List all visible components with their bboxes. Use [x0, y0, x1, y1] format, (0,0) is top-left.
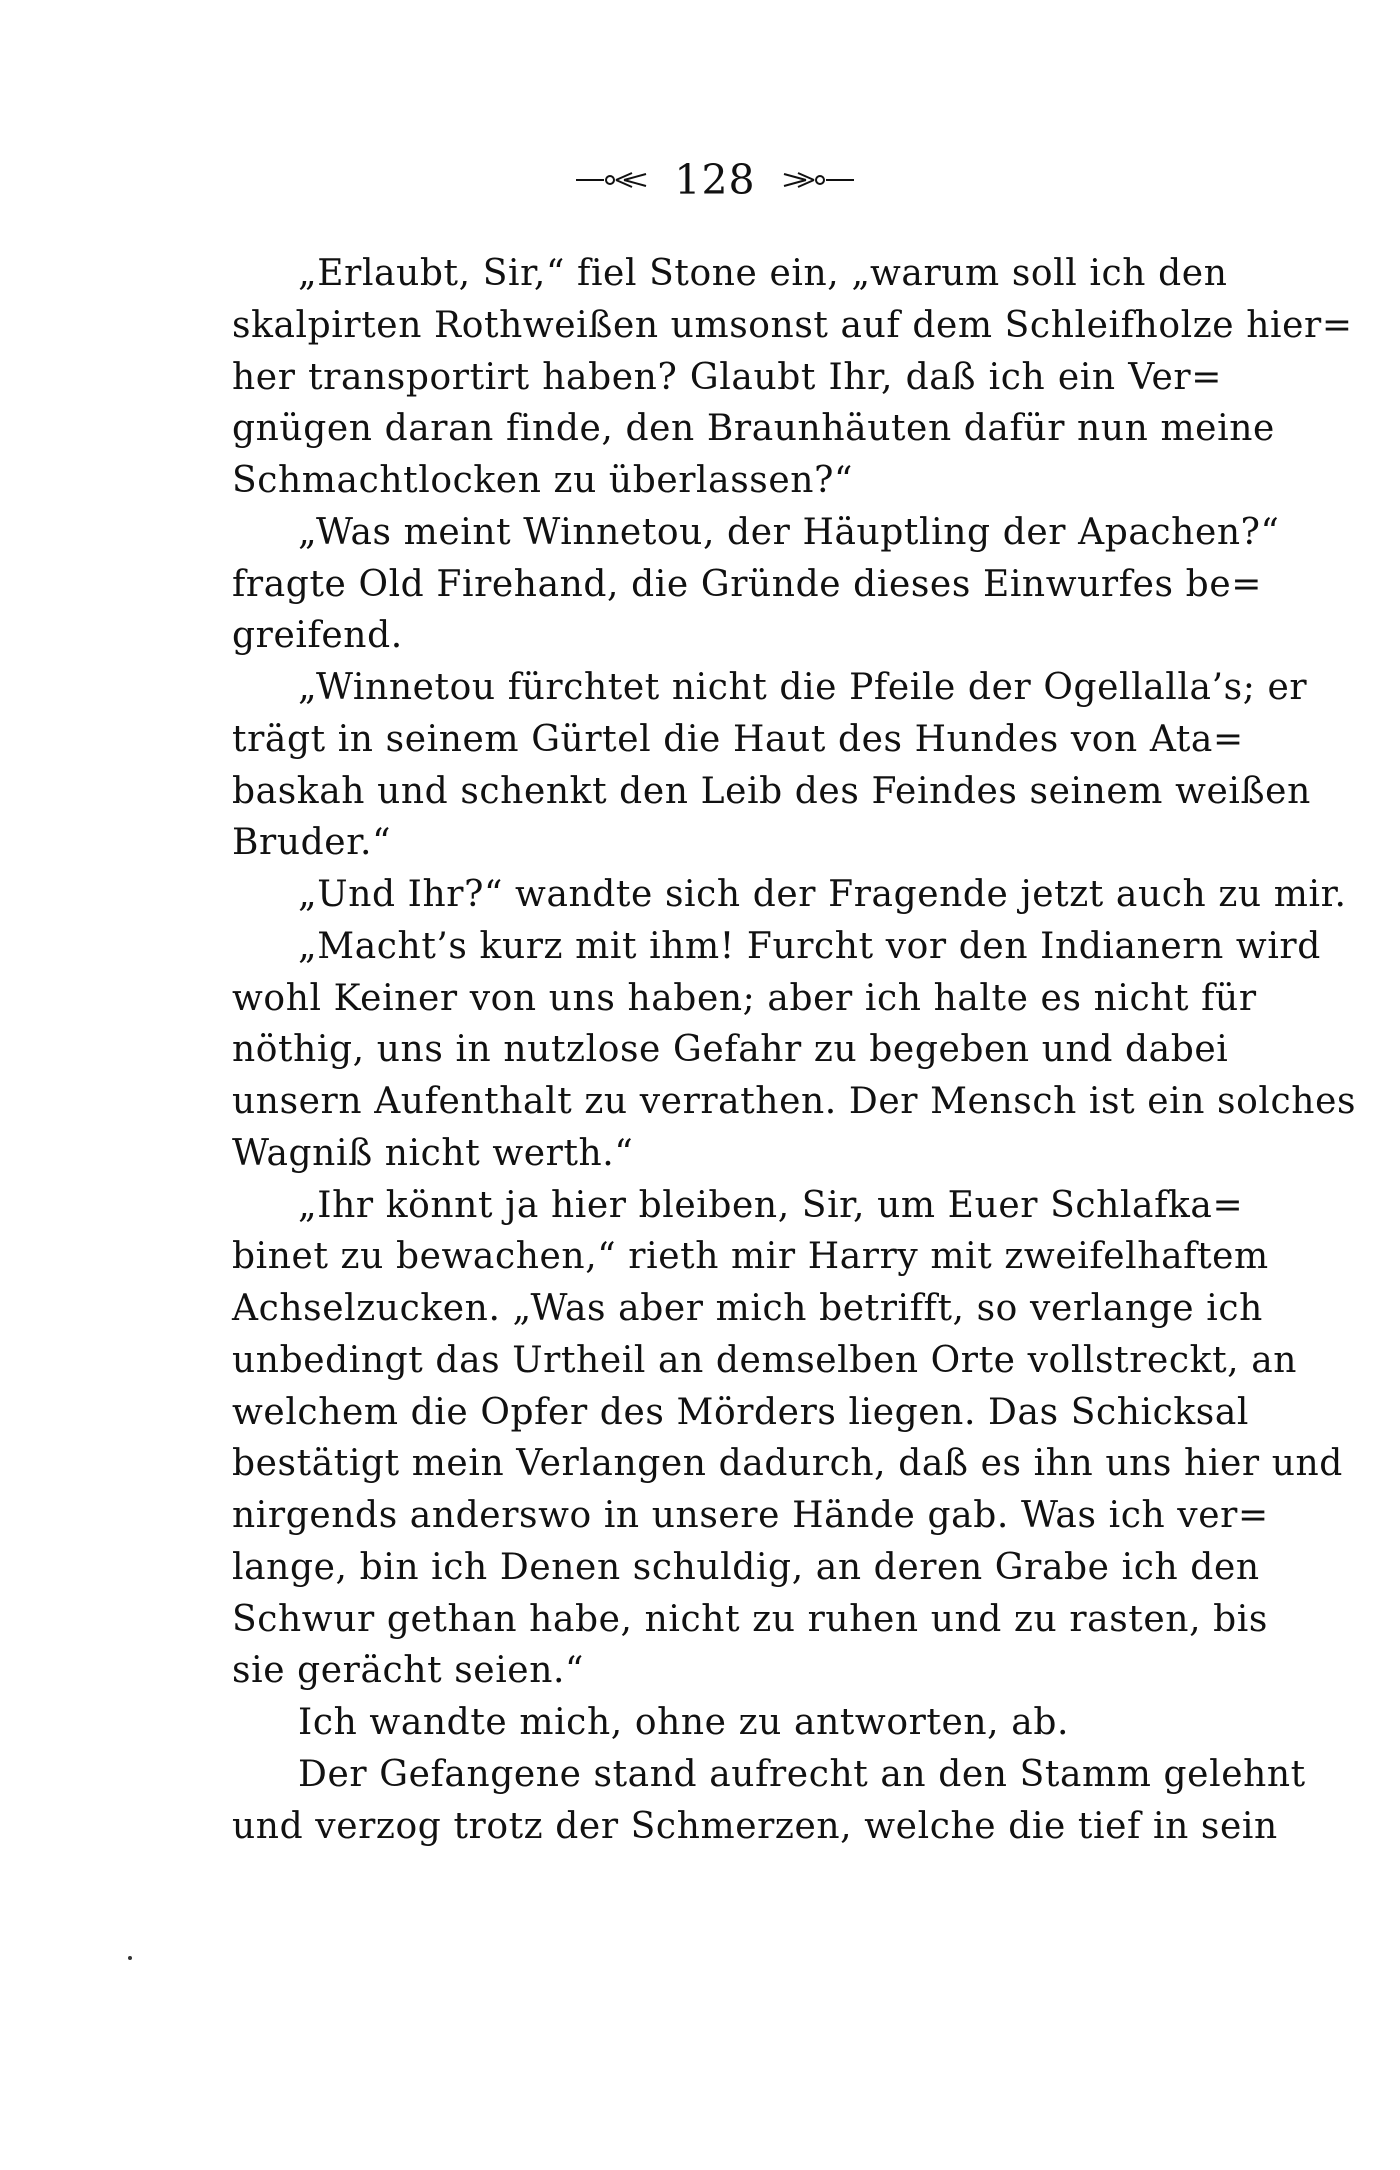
page-number: 128 [674, 156, 756, 204]
body-text [232, 248, 1357, 1852]
text-line: „Und Ihr?“ wandte sich der Fragende jetzt auch zu mir. [298, 874, 1347, 915]
text-line: sie gerächt seien.“ [232, 1650, 585, 1692]
text-line: Achselzucken. „Was aber mich betrifft, so verlange ich [232, 1288, 1263, 1329]
left-ornament-icon [574, 170, 654, 190]
text-line: baskah und schenkt den Leib des Feindes seinem weißen [232, 770, 1311, 812]
text-line: „Erlaubt, Sir,“ fiel Stone ein, „warum soll ich den [298, 253, 1228, 294]
text-line: nöthig, uns in nutzlose Gefahr zu begeben und dabei [232, 1029, 1229, 1071]
right-ornament-icon [776, 170, 856, 190]
text-line: fragte Old Firehand, die Gründe dieses Einwurfes be= [232, 563, 1262, 605]
text-line: „Macht’s kurz mit ihm! Furcht vor den Indianern wird [298, 925, 1321, 967]
text-line: Schwur gethan habe, nicht zu ruhen und zu rasten, bis [232, 1598, 1268, 1640]
text-line: welchem die Opfer des Mörders liegen. Das Schicksal [232, 1391, 1250, 1433]
text-line: „Winnetou fürchtet nicht die Pfeile der Ogellalla’s; er [298, 667, 1308, 708]
text-line: nirgends anderswo in unsere Hände gab. Was ich ver= [232, 1495, 1269, 1536]
text-line: Bruder.“ [232, 822, 392, 864]
text-line: Wagniß nicht werth.“ [232, 1132, 634, 1174]
text-line: unbedingt das Urtheil an demselben Orte vollstreckt, an [232, 1339, 1298, 1381]
text-line: und verzog trotz der Schmerzen, welche die tief in sein [232, 1805, 1278, 1847]
text-line: wohl Keiner von uns haben; aber ich halte es nicht für [232, 977, 1257, 1019]
text-line: unsern Aufenthalt zu verrathen. Der Mensch ist ein solches [232, 1081, 1357, 1122]
text-line: bestätigt mein Verlangen dadurch, daß es ihn uns hier und [232, 1443, 1343, 1485]
text-line: skalpirten Rothweißen umsonst auf dem Schleifholze hier= [232, 304, 1353, 346]
page-header [570, 150, 860, 210]
text-line: greifend. [232, 615, 403, 657]
text-line: gnügen daran finde, den Braunhäuten dafür nun meine [232, 408, 1275, 450]
text-line: her transportirt haben? Glaubt Ihr, daß ich ein Ver= [232, 356, 1222, 398]
page-speck [128, 1956, 132, 1960]
text-line: „Was meint Winnetou, der Häuptling der Apachen?“ [298, 511, 1280, 553]
text-line: Schmachtlocken zu überlassen?“ [232, 460, 853, 501]
text-line: Ich wandte mich, ohne zu antworten, ab. [298, 1702, 1070, 1743]
text-line: trägt in seinem Gürtel die Haut des Hundes von Ata= [232, 718, 1244, 760]
text-line: binet zu bewachen,“ rieth mir Harry mit zweifelhaftem [232, 1236, 1269, 1278]
text-line: Der Gefangene stand aufrecht an den Stamm gelehnt [298, 1753, 1306, 1795]
text-line: „Ihr könnt ja hier bleiben, Sir, um Euer Schlafka= [298, 1184, 1244, 1226]
text-line: lange, bin ich Denen schuldig, an deren Grabe ich den [232, 1546, 1260, 1588]
